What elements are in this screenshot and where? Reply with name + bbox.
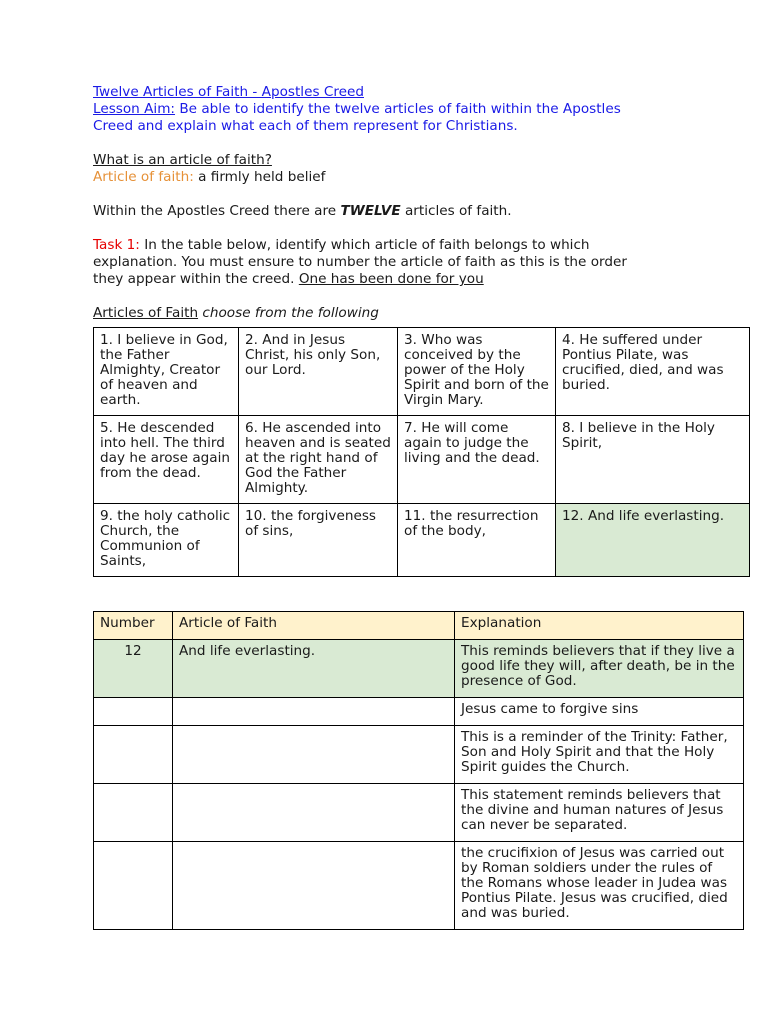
intro-emphasis: TWELVE (340, 203, 401, 219)
page-title: Twelve Articles of Faith - Apostles Creed (93, 84, 364, 100)
articles-table (93, 327, 750, 577)
article-cell: 11. the resurrection of the body, (398, 504, 556, 577)
articles-heading-hint: choose from the following (198, 305, 379, 321)
article-cell: 10. the forgiveness of sins, (239, 504, 398, 577)
task-line-3-text: they appear within the creed. (93, 271, 299, 287)
intro-after: articles of faith. (400, 203, 512, 219)
task-instructions (93, 237, 745, 254)
header-number: Number (94, 612, 173, 640)
lesson-aim-text-2: Creed and explain what each of them represent for Christians. (93, 118, 518, 134)
number-cell[interactable] (94, 784, 173, 842)
article-cell: 3. Who was conceived by the power of the Holy Spirit and born of the Virgin Mary. (398, 328, 556, 416)
lesson-aim (93, 101, 745, 118)
table-row (94, 842, 744, 930)
task-line-2: explanation. You must ensure to number the article of faith as this is the order (93, 254, 627, 270)
number-cell[interactable] (94, 726, 173, 784)
task-line-1: In the table below, identify which article of faith belongs to which (139, 237, 590, 253)
header-article: Article of Faith (173, 612, 455, 640)
answer-table-header (94, 612, 744, 640)
article-cell: 1. I believe in God, the Father Almighty, Creator of heaven and earth. (94, 328, 239, 416)
article-answer-cell[interactable] (173, 726, 455, 784)
table-row (94, 640, 744, 698)
lesson-aim-text-1: Be able to identify the twelve articles of faith within the Apostles (175, 101, 621, 117)
article-cell-example: 12. And life everlasting. (556, 504, 750, 577)
article-cell: 7. He will come again to judge the living and the dead. (398, 416, 556, 504)
article-answer-cell[interactable] (173, 842, 455, 930)
article-answer-cell[interactable]: And life everlasting. (173, 640, 455, 698)
definition-meaning: a firmly held belief (193, 169, 326, 185)
table-row (94, 504, 750, 577)
articles-heading (93, 305, 745, 322)
explanation-cell: the crucifixion of Jesus was carried out by Roman soldiers under the rules of the Romans whose leader in Judea was Pontius Pilate. Jesus was crucified, died and was buried. (455, 842, 744, 930)
number-cell[interactable] (94, 842, 173, 930)
article-cell: 5. He descended into hell. The third day he arose again from the dead. (94, 416, 239, 504)
task-example-note: One has been done for you (298, 271, 484, 287)
table-row (94, 416, 750, 504)
definition (93, 169, 745, 186)
article-cell: 4. He suffered under Pontius Pilate, was crucified, died, and was buried. (556, 328, 750, 416)
intro-before: Within the Apostles Creed there are (93, 203, 341, 219)
intro-sentence (93, 203, 745, 220)
task-line-3 (93, 271, 745, 288)
number-cell[interactable]: 12 (94, 640, 173, 698)
article-cell: 8. I believe in the Holy Spirit, (556, 416, 750, 504)
article-cell: 2. And in Jesus Christ, his only Son, our Lord. (239, 328, 398, 416)
worksheet-intro (93, 84, 745, 322)
table-row (94, 726, 744, 784)
explanation-cell: Jesus came to forgive sins (455, 698, 744, 726)
definition-term: Article of faith: (93, 169, 194, 185)
answer-table (93, 611, 744, 930)
articles-heading-label: Articles of Faith (93, 305, 199, 321)
explanation-cell: This statement reminds believers that the divine and human natures of Jesus can never be separated. (455, 784, 744, 842)
table-row (94, 328, 750, 416)
definition-question: What is an article of faith? (93, 152, 272, 168)
article-cell: 6. He ascended into heaven and is seated at the right hand of God the Father Almighty. (239, 416, 398, 504)
lesson-aim-label: Lesson Aim: (93, 101, 176, 117)
table-row (94, 784, 744, 842)
article-answer-cell[interactable] (173, 784, 455, 842)
table-row (94, 698, 744, 726)
task-label: Task 1: (93, 237, 140, 253)
header-explanation: Explanation (455, 612, 744, 640)
explanation-cell: This is a reminder of the Trinity: Father, Son and Holy Spirit and that the Holy Spirit guides the Church. (455, 726, 744, 784)
article-answer-cell[interactable] (173, 698, 455, 726)
article-cell: 9. the holy catholic Church, the Communion of Saints, (94, 504, 239, 577)
number-cell[interactable] (94, 698, 173, 726)
explanation-cell: This reminds believers that if they live a good life they will, after death, be in the presence of God. (455, 640, 744, 698)
